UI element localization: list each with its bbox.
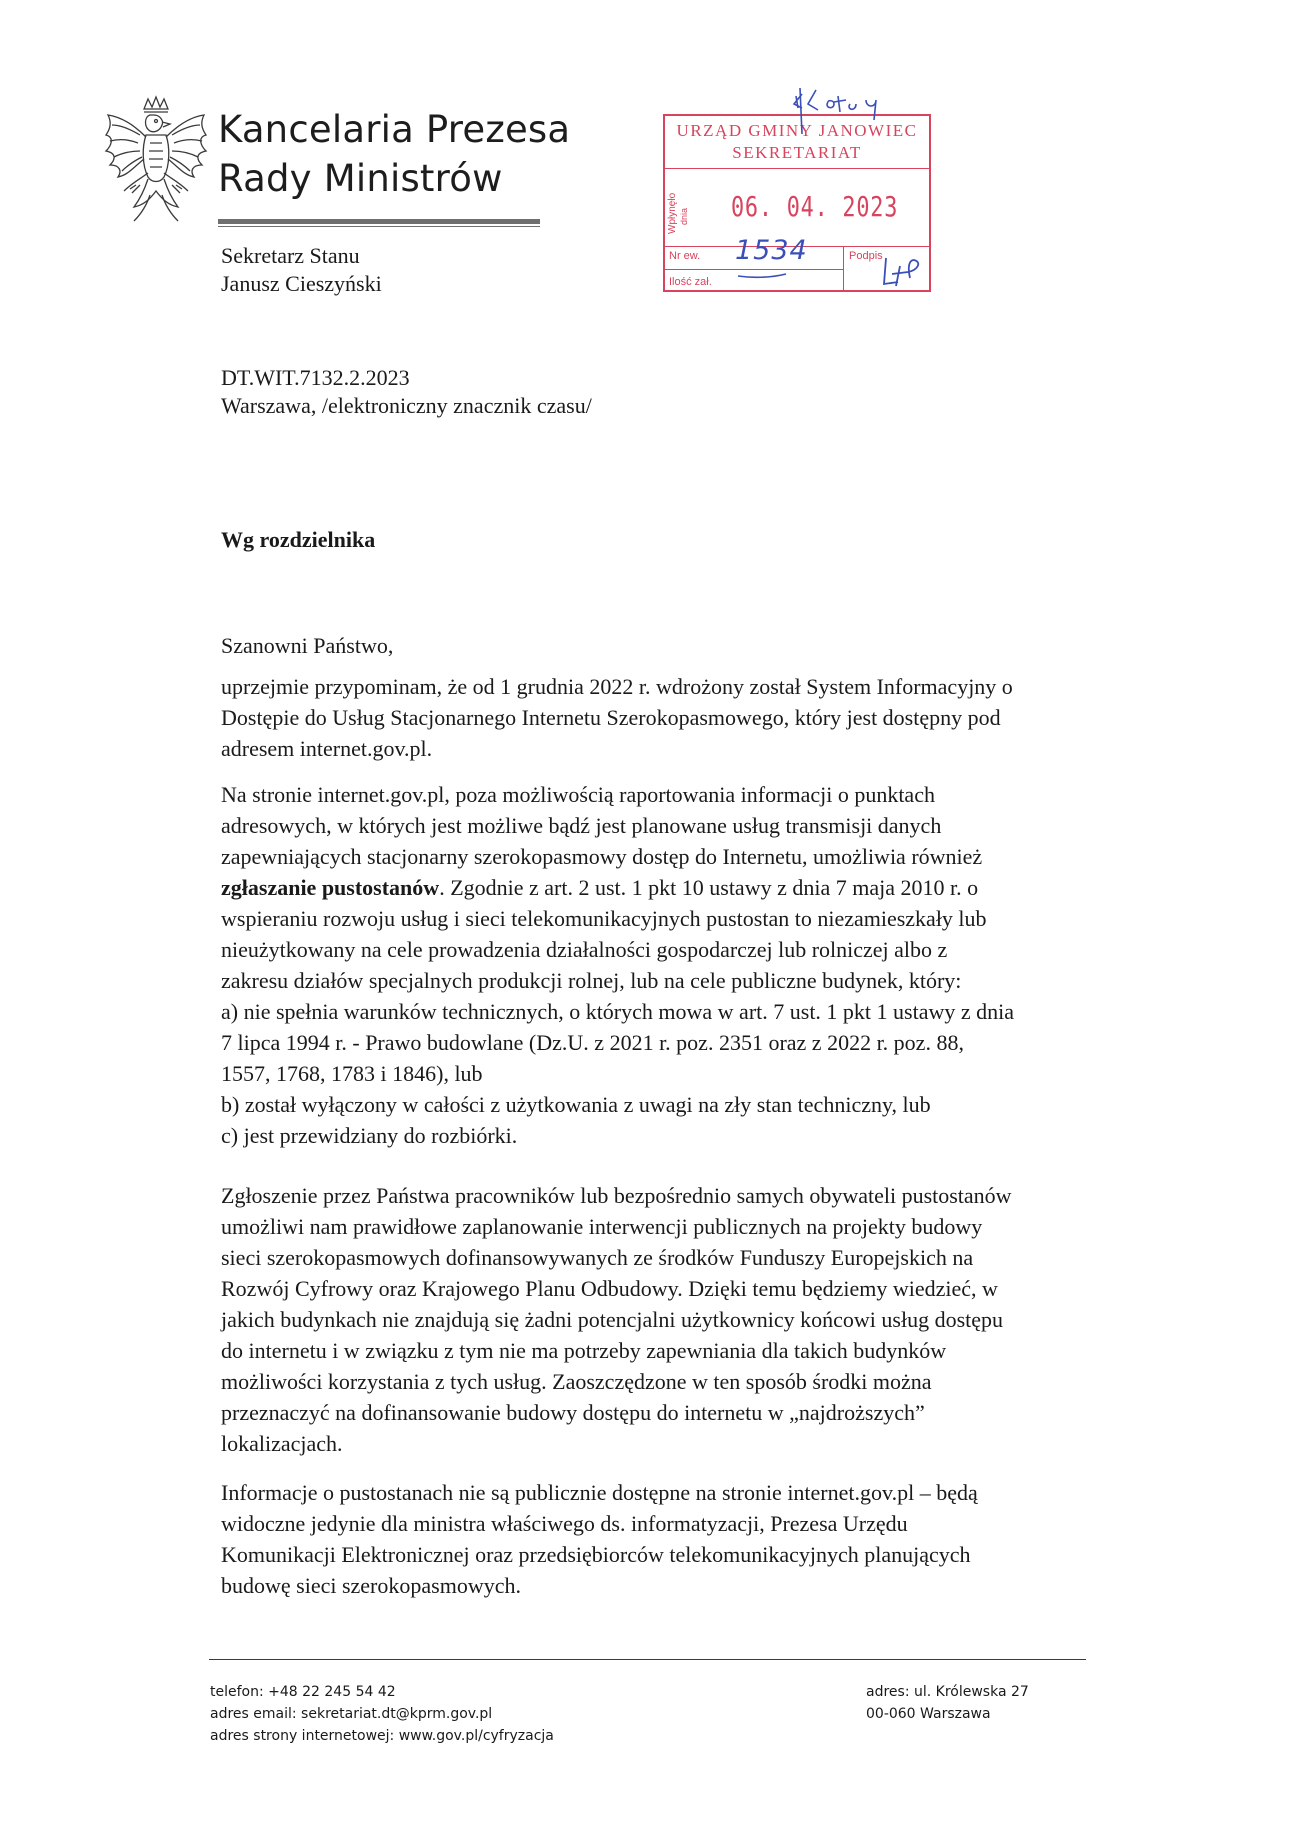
footer-rule bbox=[209, 1659, 1086, 1660]
handwritten-stroke-icon bbox=[796, 86, 806, 136]
text-line: możliwości korzystania z tych usług. Zaoszczędzone w ten sposób środki można bbox=[221, 1369, 932, 1394]
reference-block bbox=[221, 364, 592, 420]
signer-block bbox=[221, 242, 382, 298]
handwritten-underline-icon bbox=[732, 268, 792, 282]
footer-contact bbox=[210, 1681, 554, 1747]
stamp-day-label: dnia bbox=[679, 207, 689, 225]
stamp-received-label: Wpłynęło bbox=[667, 192, 678, 234]
text-line: zakresu działów specjalnych produkcji rolnej, lub na cele publiczne budynek, który: bbox=[221, 968, 962, 993]
header-rule-thin bbox=[218, 226, 540, 227]
stamp-attachments-label: Ilość zał. bbox=[669, 276, 712, 288]
text-line: zapewniających stacjonarny szerokopasmowy dostęp do Internetu, umożliwia również bbox=[221, 844, 983, 869]
stamp-signature-label: Podpis bbox=[849, 250, 883, 262]
place-date: Warszawa, /elektroniczny znacznik czasu/ bbox=[221, 393, 592, 418]
text-line: widoczne jedynie dla ministra właściwego ds. informatyzacji, Prezesa Urzędu bbox=[221, 1511, 908, 1536]
stamp-divider bbox=[843, 246, 844, 292]
text-line: Dostępie do Usług Stacjonarnego Internetu Szerokopasmowego, który jest dostępny pod bbox=[221, 705, 1001, 730]
header-rule-thick bbox=[218, 219, 540, 224]
footer-address-line1: adres: ul. Królewska 27 bbox=[866, 1684, 1029, 1700]
text-line: jakich budynkach nie znajdują się żadni potencjalni użytkownicy końcowi usług dostępu bbox=[221, 1307, 1004, 1332]
signer-name: Janusz Cieszyński bbox=[221, 271, 382, 296]
institution-name bbox=[218, 105, 578, 203]
text-line: uprzejmie przypominam, że od 1 grudnia 2022 r. wdrożony został System Informacyjny o bbox=[221, 674, 1013, 699]
text-line: nieużytkowany na cele prowadzenia działalności gospodarczej lub rolniczej albo z bbox=[221, 937, 948, 962]
stamp-number-value: 1534 bbox=[735, 235, 808, 266]
paragraph-1 bbox=[221, 671, 1101, 764]
text-line: Zgłoszenie przez Państwa pracowników lub bezpośrednio samych obywateli pustostanów bbox=[221, 1183, 1012, 1208]
text-line: sieci szerokopasmowych dofinansowywanych ze środków Funduszy Europejskich na bbox=[221, 1245, 974, 1270]
text-line: a) nie spełnia warunków technicznych, o których mowa w art. 7 ust. 1 pkt 1 ustawy z dnia bbox=[221, 999, 1015, 1024]
text-line bbox=[221, 872, 1101, 903]
emphasis-vacant-buildings: zgłaszanie pustostanów bbox=[221, 875, 440, 900]
case-number: DT.WIT.7132.2.2023 bbox=[221, 365, 410, 390]
footer-phone: telefon: +48 22 245 54 42 bbox=[210, 1684, 396, 1700]
handwritten-signature-icon bbox=[878, 252, 932, 292]
footer-address bbox=[866, 1681, 1029, 1725]
footer-email: adres email: sekretariat.dt@kprm.gov.pl bbox=[210, 1706, 493, 1722]
text-line: b) został wyłączony w całości z użytkowania z uwagi na zły stan techniczny, lub bbox=[221, 1092, 931, 1117]
stamp-date: 06. 04. 2023 bbox=[731, 190, 899, 223]
paragraph-4 bbox=[221, 1477, 1101, 1601]
text-line: Na stronie internet.gov.pl, poza możliwością raportowania informacji o punktach bbox=[221, 782, 935, 807]
text-line: Rozwój Cyfrowy oraz Krajowego Planu Odbudowy. Dzięki temu będziemy wiedzieć, w bbox=[221, 1276, 998, 1301]
text-span: . Zgodnie z art. 2 ust. 1 pkt 10 ustawy z dnia 7 maja 2010 r. o bbox=[439, 875, 979, 900]
signer-title: Sekretarz Stanu bbox=[221, 243, 360, 268]
salutation: Szanowni Państwo, bbox=[221, 633, 394, 658]
paragraph-2 bbox=[221, 779, 1101, 1151]
institution-name-line1: Kancelaria Prezesa bbox=[218, 108, 571, 151]
text-line: Komunikacji Elektronicznej oraz przedsiębiorców telekomunikacyjnych planujących bbox=[221, 1542, 971, 1567]
text-line: 1557, 1768, 1783 i 1846), lub bbox=[221, 1061, 483, 1086]
text-line: adresowych, w których jest możliwe bądź jest planowane usług transmisji danych bbox=[221, 813, 942, 838]
text-line: Informacje o pustostanach nie są publicznie dostępne na stronie internet.gov.pl – będą bbox=[221, 1480, 978, 1505]
text-line: wspieraniu rozwoju usług i sieci telekomunikacyjnych pustostan to niezamieszkały lub bbox=[221, 906, 987, 931]
stamp-office-line2: SEKRETARIAT bbox=[732, 143, 862, 162]
text-line: umożliwi nam prawidłowe zaplanowanie interwencji publicznych na projekty budowy bbox=[221, 1214, 983, 1239]
text-line: adresem internet.gov.pl. bbox=[221, 736, 433, 761]
footer-address-line2: 00-060 Warszawa bbox=[866, 1706, 991, 1722]
footer-website: adres strony internetowej: www.gov.pl/cyfryzacja bbox=[210, 1728, 554, 1744]
text-line: budowę sieci szerokopasmowych. bbox=[221, 1573, 521, 1598]
stamp-number-label: Nr ew. bbox=[669, 250, 701, 262]
text-line: c) jest przewidziany do rozbiórki. bbox=[221, 1123, 518, 1148]
institution-name-line2: Rady Ministrów bbox=[218, 157, 503, 200]
paragraph-3 bbox=[221, 1180, 1101, 1459]
text-line: 7 lipca 1994 r. - Prawo budowlane (Dz.U. z 2021 r. poz. 2351 oraz z 2022 r. poz. 88, bbox=[221, 1030, 964, 1055]
text-line: przeznaczyć na dofinansowanie budowy dostępu do internetu w „najdroższych” bbox=[221, 1400, 925, 1425]
stamp-divider bbox=[665, 168, 929, 169]
polish-eagle-emblem-icon bbox=[100, 95, 212, 227]
text-line: lokalizacjach. bbox=[221, 1431, 343, 1456]
text-line: do internetu i w związku z tym nie ma potrzeby zapewniania dla takich budynków bbox=[221, 1338, 947, 1363]
addressee: Wg rozdzielnika bbox=[221, 527, 376, 552]
stamp-office-line1: URZĄD GMINY JANOWIEC bbox=[676, 121, 918, 140]
handwritten-note-icon bbox=[790, 86, 930, 126]
